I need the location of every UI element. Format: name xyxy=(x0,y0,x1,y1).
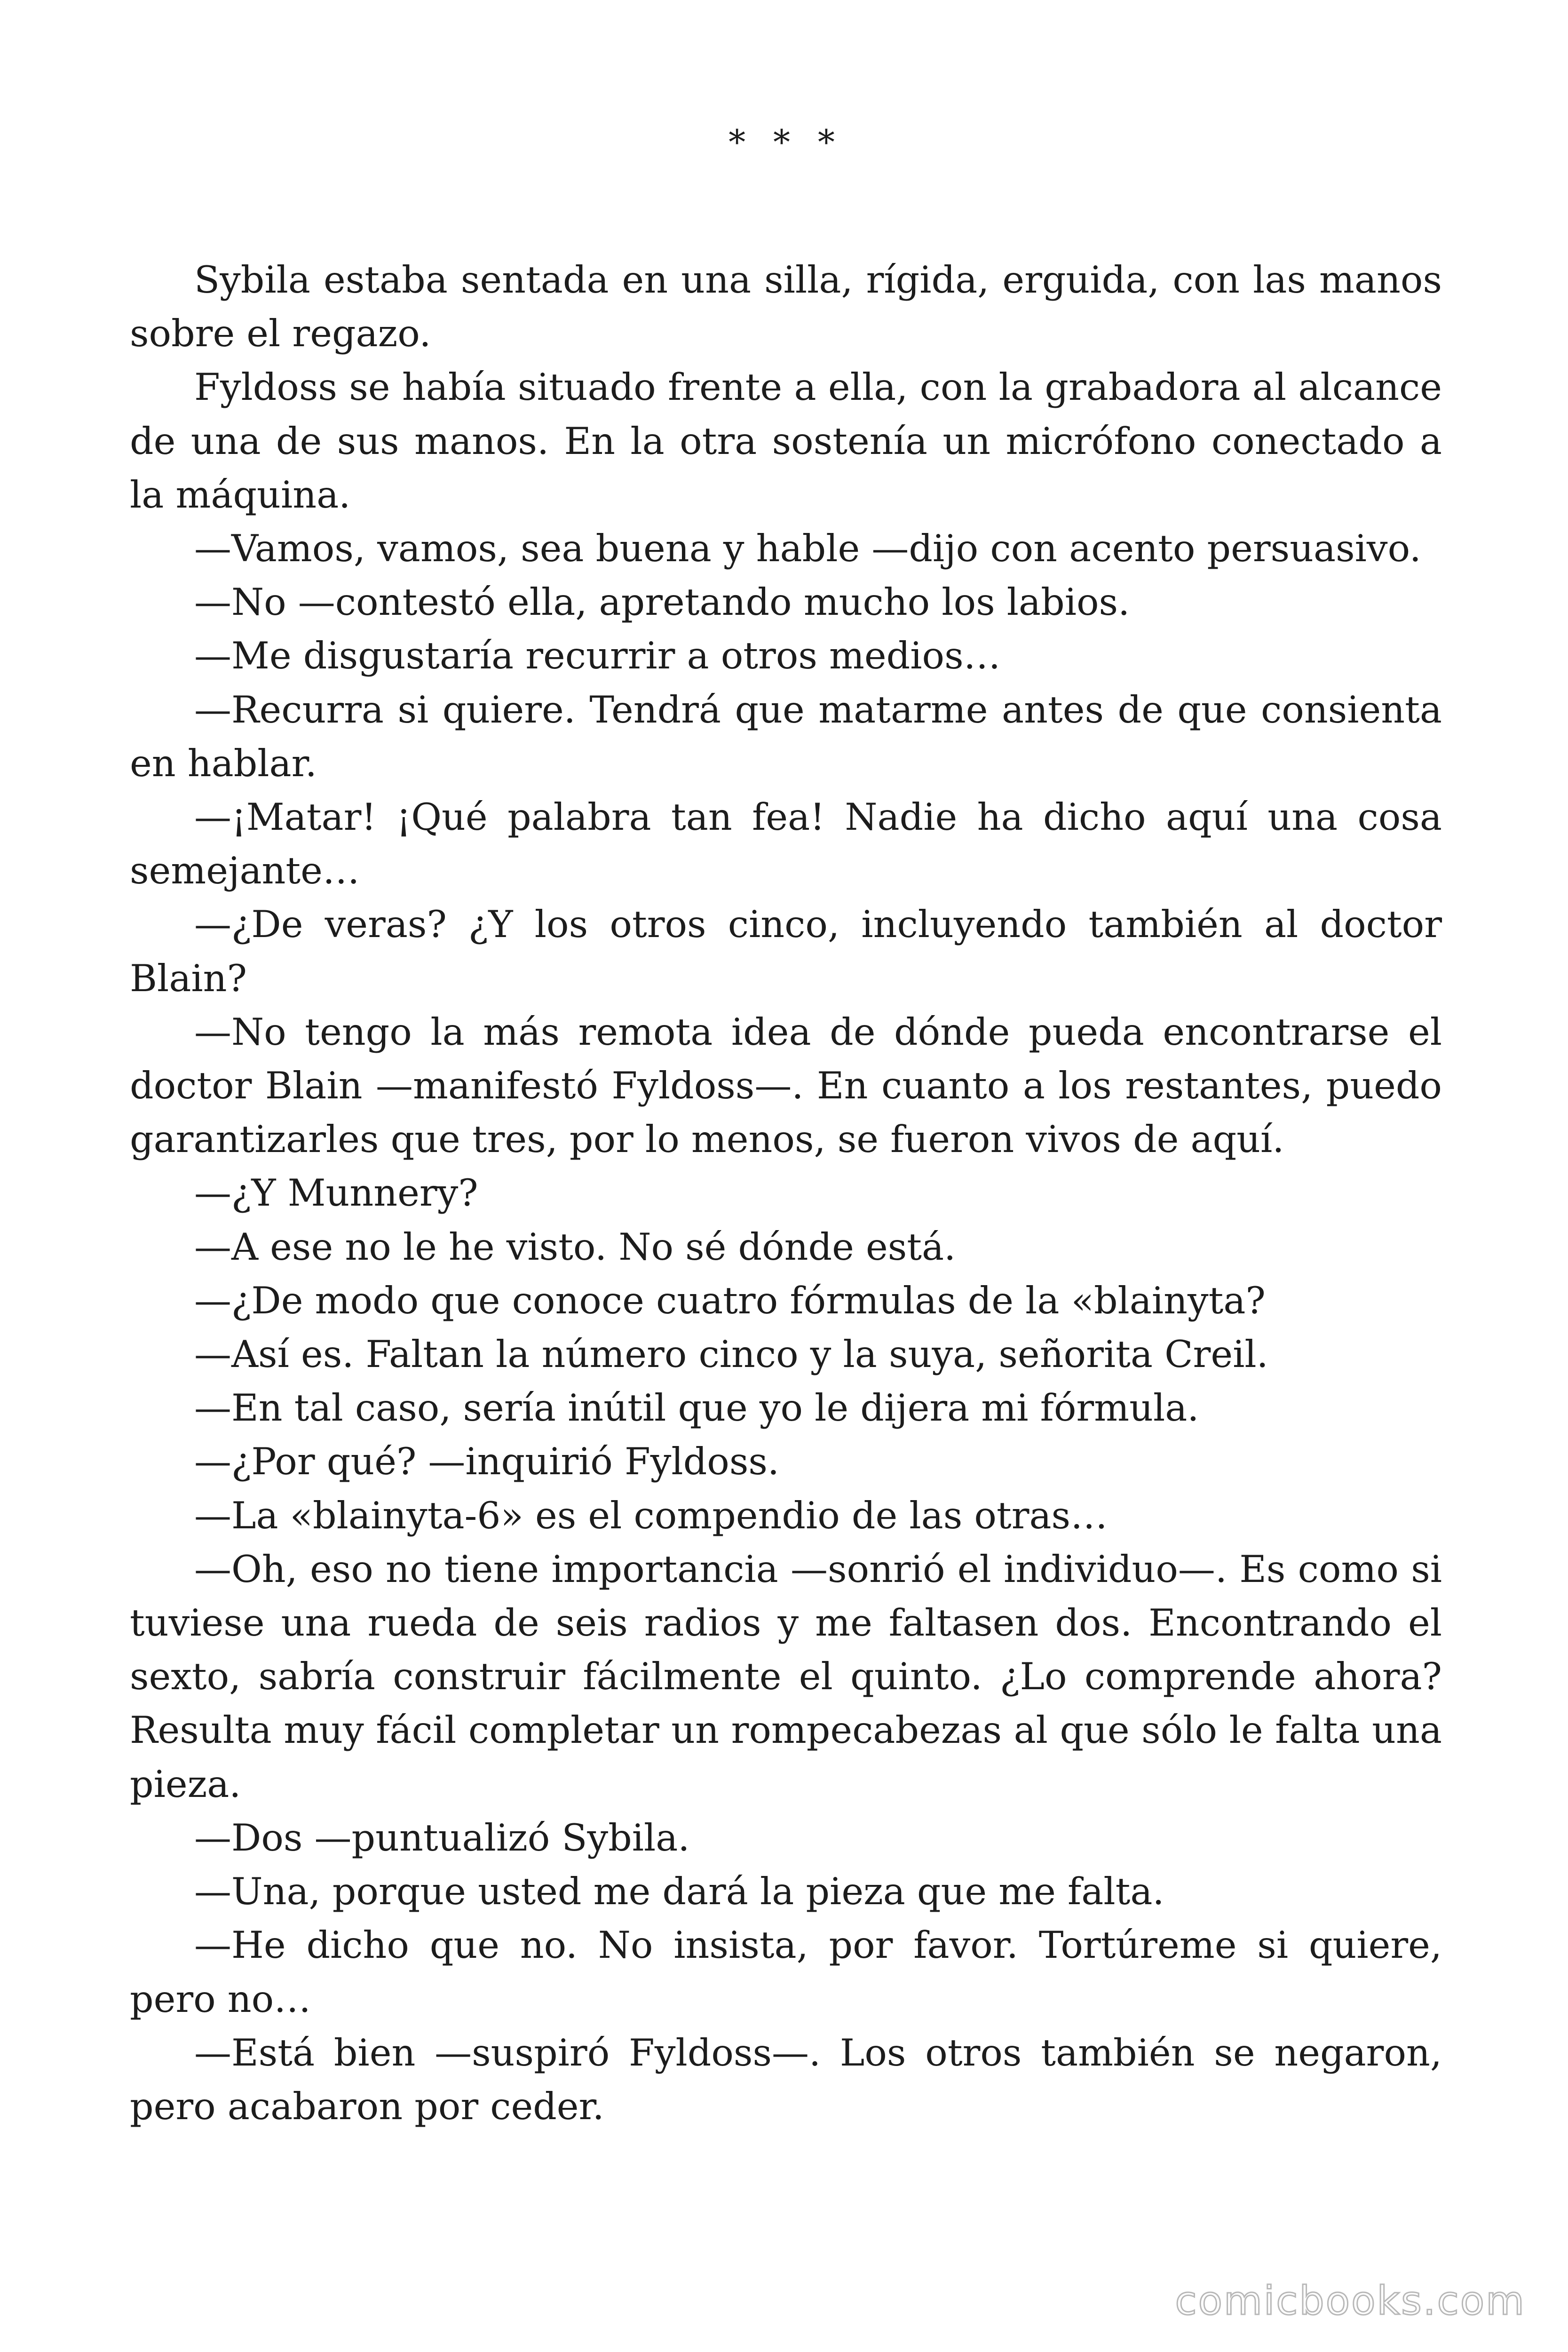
paragraph: —Recurra si quiere. Tendrá que matarme antes de que consienta en hablar. xyxy=(130,688,1442,785)
paragraph: —He dicho que no. No insista, por favor. Tortúreme si quiere, pero no… xyxy=(130,1923,1442,2021)
paragraph: —¿Y Munnery? xyxy=(194,1171,478,1215)
body-text xyxy=(130,253,1442,2133)
paragraph: —¿Por qué? —inquirió Fyldoss. xyxy=(194,1440,780,1484)
paragraph: —Está bien —suspiró Fyldoss—. Los otros también se negaron, pero acabaron por ceder. xyxy=(130,2031,1442,2128)
paragraph: —En tal caso, sería inútil que yo le dijera mi fórmula. xyxy=(194,1386,1199,1430)
paragraph: —¿De veras? ¿Y los otros cinco, incluyendo también al doctor Blain? xyxy=(130,903,1442,1000)
paragraph: Sybila estaba sentada en una silla, rígida, erguida, con las manos sobre el regazo. xyxy=(130,258,1442,356)
paragraph: —No tengo la más remota idea de dónde pueda encontrarse el doctor Blain —manifestó Fyldoss—. En cuanto a los restantes, puedo garantizarles que tres, por lo menos, se fueron vivos de aquí. xyxy=(130,1010,1442,1161)
paragraph: —Oh, eso no tiene importancia —sonrió el individuo—. Es como si tuviese una rueda de seis radios y me faltasen dos. Encontrando el sexto, sabría construir fácilmente el quinto. ¿Lo comprende ahora? Resulta muy fácil completar un rompecabezas al que sólo le falta una pieza. xyxy=(130,1547,1442,1806)
paragraph: —A ese no le he visto. No sé dónde está. xyxy=(194,1225,956,1269)
book-page xyxy=(130,0,1442,2352)
watermark: comicbooks.com xyxy=(1175,2278,1526,2324)
paragraph: —La «blainyta-6» es el compendio de las otras… xyxy=(194,1494,1108,1537)
paragraph: —Una, porque usted me dará la pieza que me falta. xyxy=(194,1870,1164,1914)
scene-separator: * * * xyxy=(729,122,843,162)
paragraph: Fyldoss se había situado frente a ella, con la grabadora al alcance de una de sus manos. En la otra sostenía un micrófono conectado a la máquina. xyxy=(130,366,1442,516)
paragraph: —Dos —puntualizó Sybila. xyxy=(194,1816,690,1859)
paragraph: —Así es. Faltan la número cinco y la suya, señorita Creil. xyxy=(194,1333,1268,1376)
paragraph: —No —contestó ella, apretando mucho los labios. xyxy=(194,580,1130,624)
paragraph: —¿De modo que conoce cuatro fórmulas de la «blainyta? xyxy=(194,1279,1266,1322)
paragraph: —Me disgustaría recurrir a otros medios… xyxy=(194,634,1001,678)
paragraph: —Vamos, vamos, sea buena y hable —dijo con acento persuasivo. xyxy=(194,527,1421,571)
paragraph: —¡Matar! ¡Qué palabra tan fea! Nadie ha dicho aquí una cosa semejante… xyxy=(130,795,1442,893)
